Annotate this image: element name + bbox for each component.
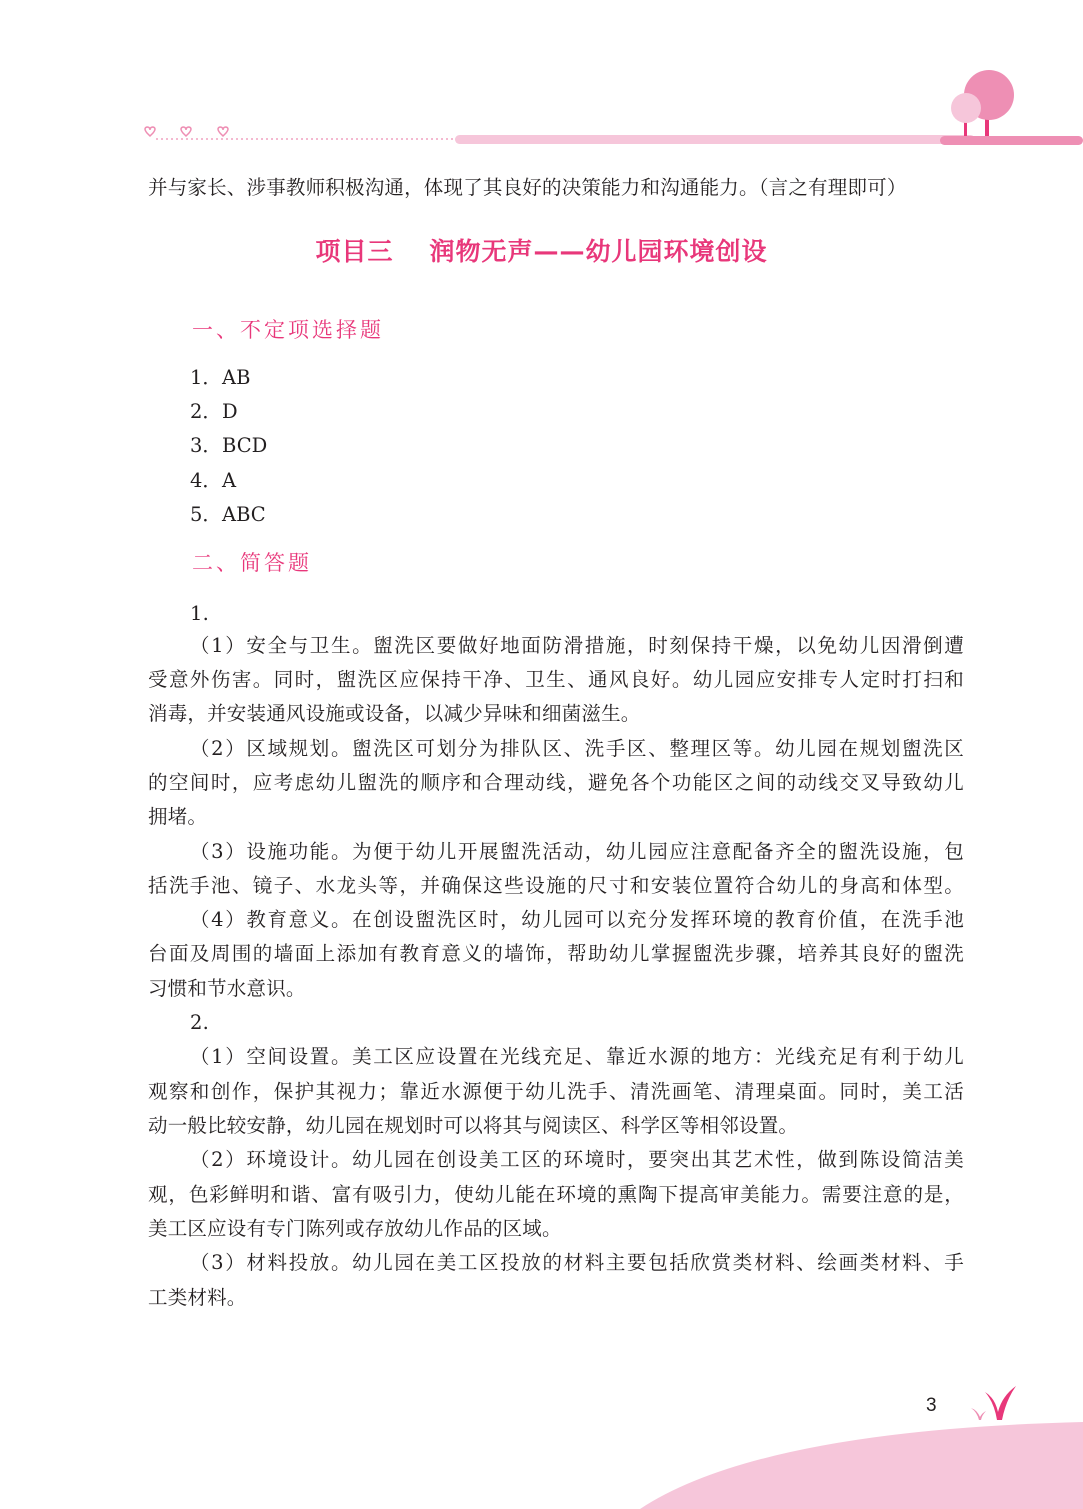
- paragraph-line: （2）区域规划。盥洗区可划分为排队区、洗手区、整理区等。幼儿园在规划盥洗区: [190, 737, 964, 760]
- paragraph-line: 拥堵。: [148, 805, 208, 828]
- paragraph-line: 括洗手池、镜子、水龙头等，并确保这些设施的尺寸和安装位置符合幼儿的身高和体型。: [148, 874, 964, 897]
- project-title: [0, 232, 1083, 268]
- answer-item: [190, 464, 236, 498]
- answer-number: 1．: [190, 366, 222, 389]
- paragraph-line: 动一般比较安静，幼儿园在规划时可以将其与阅读区、科学区等相邻设置。: [148, 1114, 799, 1137]
- intro-line: 并与家长、涉事教师积极沟通，体现了其良好的决策能力和沟通能力。（言之有理即可）: [148, 176, 907, 199]
- answer-value: BCD: [222, 434, 268, 457]
- paragraph-line: 工类材料。: [148, 1286, 247, 1309]
- paragraph-line: 台面及周围的墙面上添加有教育意义的墙饰，帮助幼儿掌握盥洗步骤，培养其良好的盥洗: [148, 942, 964, 965]
- answer-item: [190, 498, 266, 532]
- paragraph-line: 观察和创作，保护其视力；靠近水源便于幼儿洗手、清洗画笔、清理桌面。同时，美工活: [148, 1080, 964, 1103]
- paragraph-line: 受意外伤害。同时，盥洗区应保持干净、卫生、通风良好。幼儿园应安排专人定时打扫和: [148, 668, 964, 691]
- project-title-number: 项目三: [315, 237, 394, 266]
- answer-value: ABC: [222, 503, 266, 526]
- question-label: 1.: [190, 602, 210, 625]
- sprout-icon: [971, 1386, 1016, 1420]
- answer-number: 5．: [190, 503, 222, 526]
- paragraph-line: （1）安全与卫生。盥洗区要做好地面防滑措施，时刻保持干燥，以免幼儿因滑倒遭: [190, 634, 964, 657]
- paragraph-line: 观，色彩鲜明和谐、富有吸引力，使幼儿能在环境的熏陶下提高审美能力。需要注意的是，: [148, 1183, 964, 1206]
- answer-item: [190, 361, 250, 395]
- section-heading-short-answer: 二、简答题: [192, 551, 312, 575]
- paragraph-line: （1）空间设置。美工区应设置在光线充足、靠近水源的地方：光线充足有利于幼儿: [190, 1045, 964, 1068]
- footer-decoration: [0, 1370, 1083, 1509]
- answer-number: 4．: [190, 469, 222, 492]
- paragraph-line: （3）材料投放。幼儿园在美工区投放的材料主要包括欣赏类材料、绘画类材料、手: [190, 1251, 964, 1274]
- section-heading-choice: 一、不定项选择题: [192, 318, 384, 342]
- paragraph-line: 美工区应设有专门陈列或存放幼儿作品的区域。: [148, 1217, 562, 1240]
- paragraph-line: （3）设施功能。为便于幼儿开展盥洗活动，幼儿园应注意配备齐全的盥洗设施，包: [190, 840, 964, 863]
- answer-number: 2．: [190, 400, 222, 423]
- project-title-text: 润物无声——幼儿园环境创设: [429, 237, 768, 266]
- answer-item: [190, 429, 267, 463]
- tree-icon: [951, 70, 1014, 136]
- heart-icons: [145, 127, 228, 136]
- answer-number: 3．: [190, 434, 222, 457]
- answer-item: [190, 395, 238, 429]
- paragraph-line: （4）教育意义。在创设盥洗区时，幼儿园可以充分发挥环境的教育价值，在洗手池: [190, 908, 964, 931]
- paragraph-line: 消毒，并安装通风设施或设备，以减少异味和细菌滋生。: [148, 702, 641, 725]
- answer-value: AB: [222, 366, 251, 389]
- answer-value: A: [222, 469, 237, 492]
- answer-value: D: [222, 400, 238, 423]
- paragraph-line: 习惯和节水意识。: [148, 977, 306, 1000]
- header-decoration: [0, 0, 1083, 160]
- paragraph-line: 的空间时，应考虑幼儿盥洗的顺序和合理动线，避免各个功能区之间的动线交叉导致幼儿: [148, 771, 964, 794]
- page-number: 3: [926, 1395, 937, 1416]
- paragraph-line: （2）环境设计。幼儿园在创设美工区的环境时，要突出其艺术性，做到陈设简洁美: [190, 1148, 964, 1171]
- question-label: 2.: [190, 1011, 210, 1034]
